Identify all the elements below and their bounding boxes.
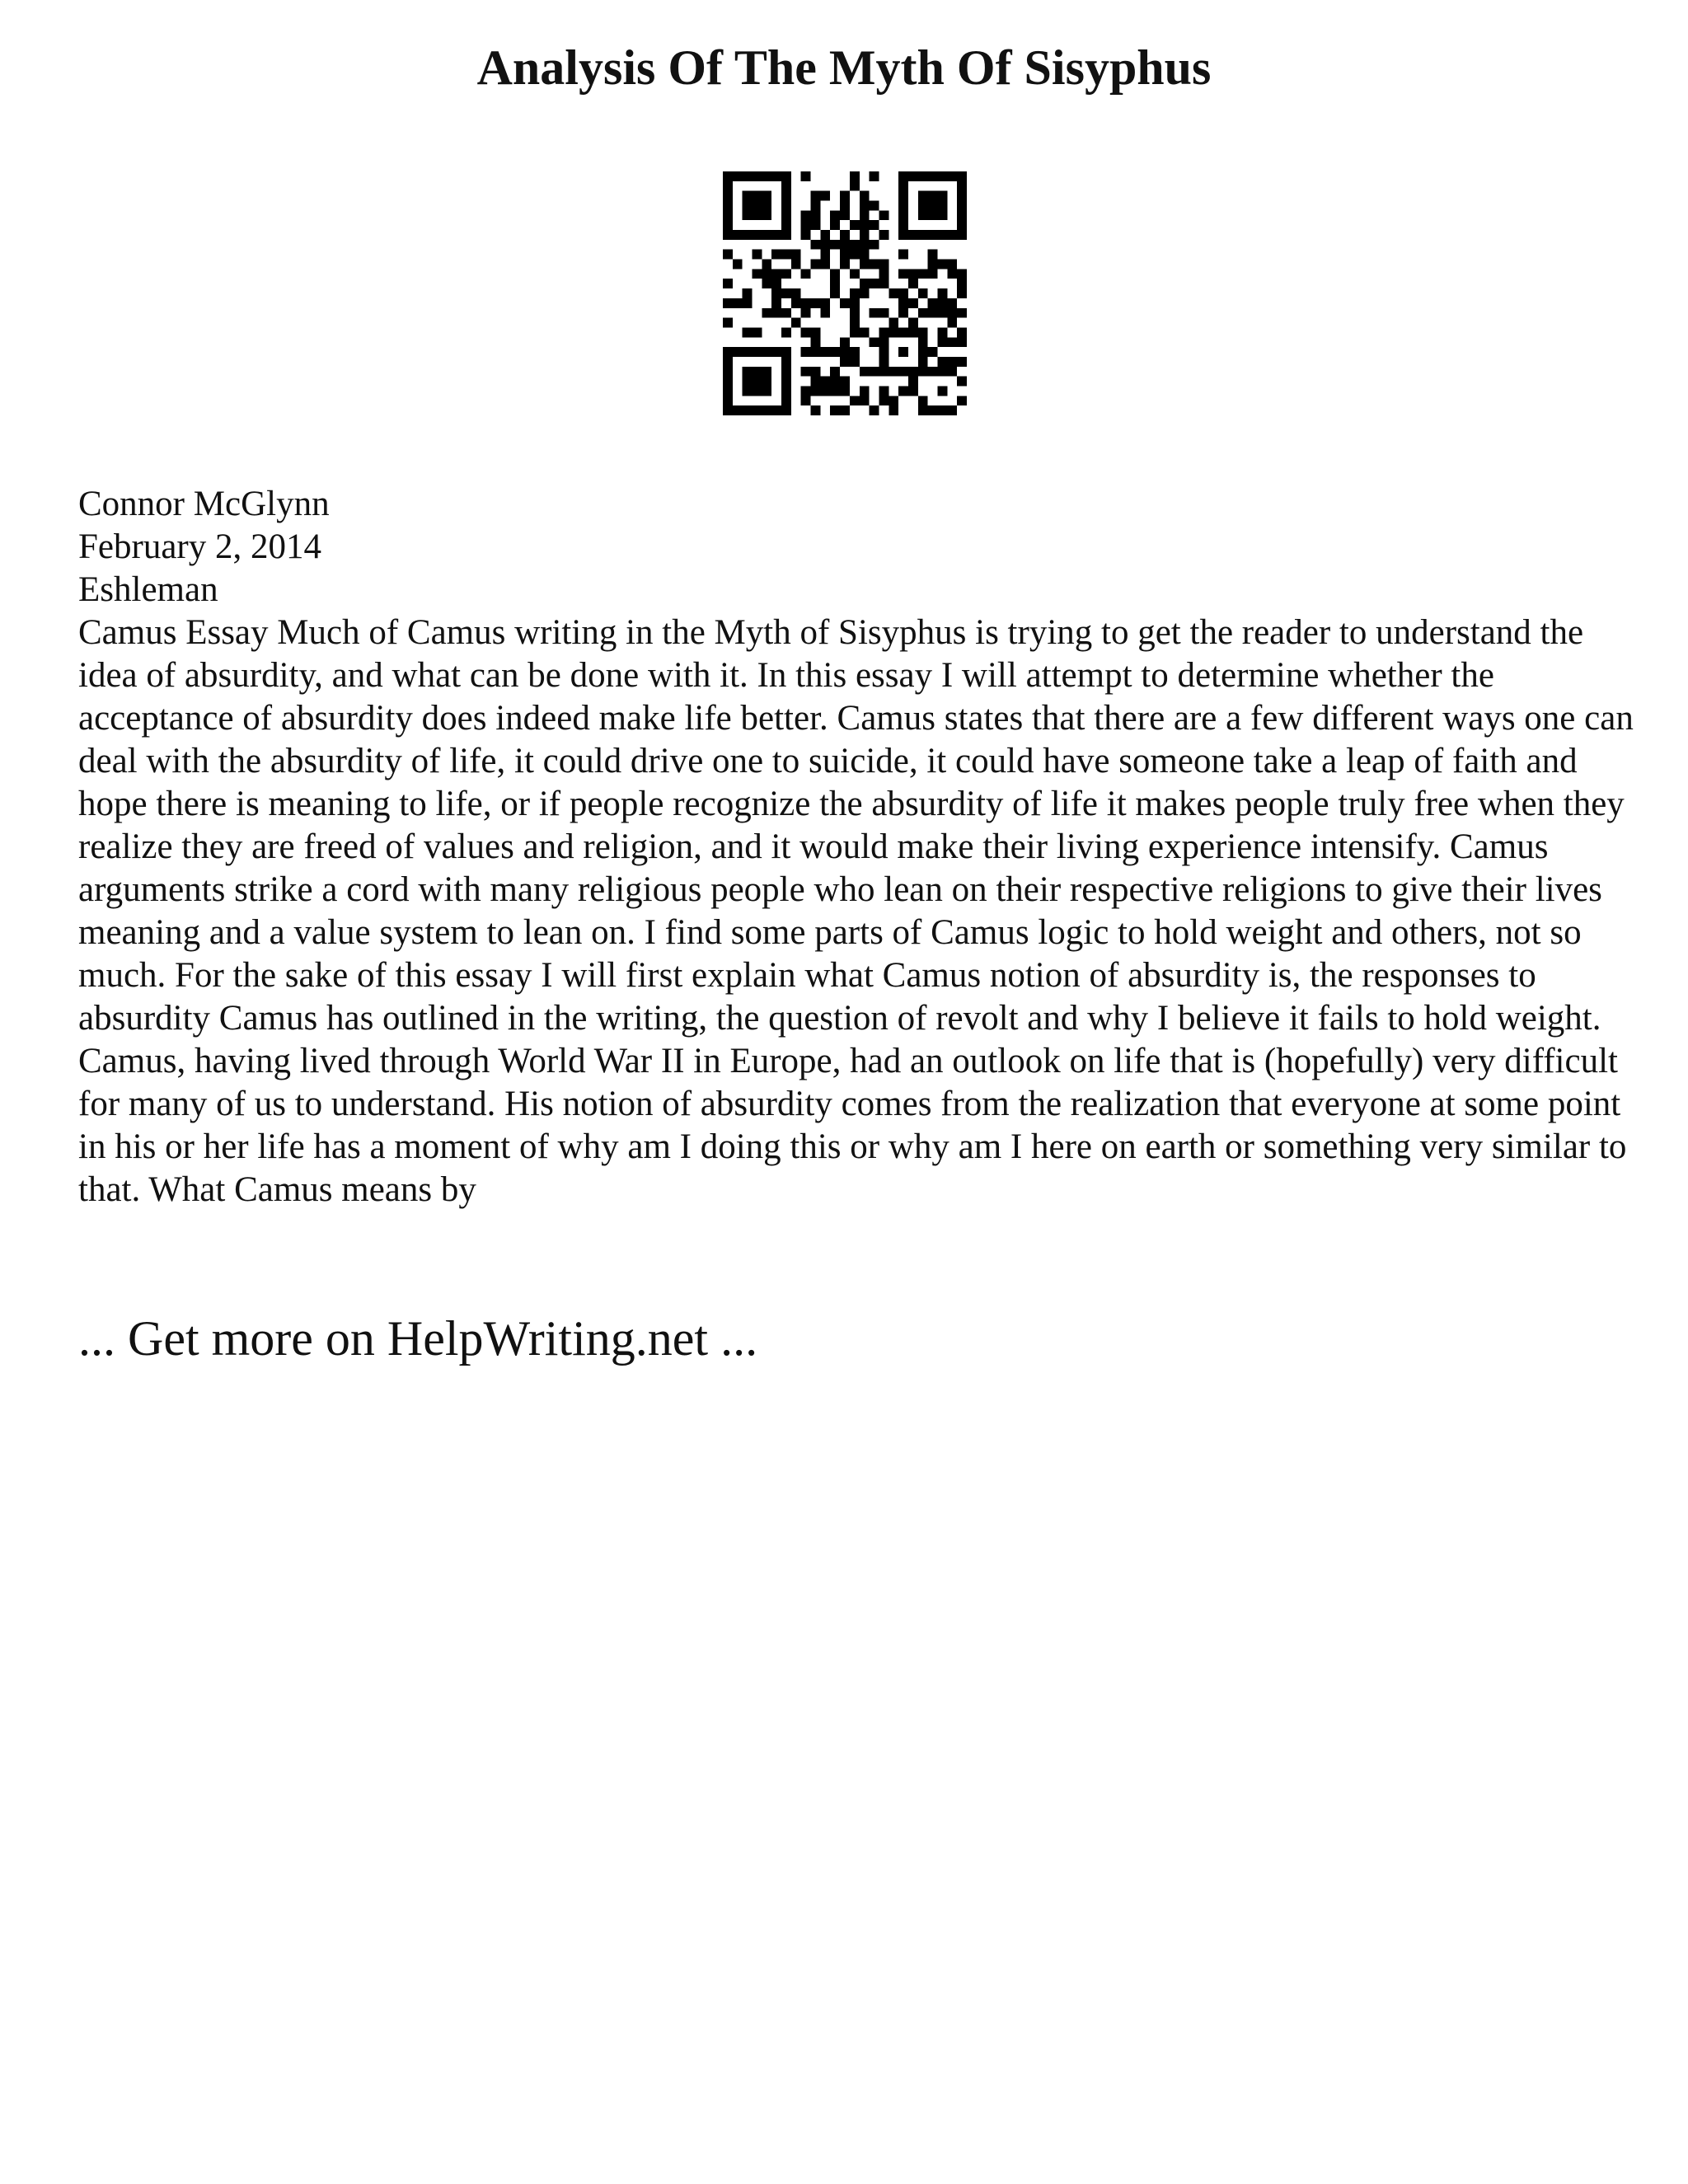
get-more-link[interactable]: ... Get more on HelpWriting.net ...	[78, 1311, 758, 1366]
instructor-name: Eshleman	[78, 570, 218, 609]
document-meta	[78, 483, 1628, 612]
document-date: February 2, 2014	[78, 527, 321, 566]
author-name: Connor McGlynn	[78, 485, 330, 523]
qr-code-icon	[723, 171, 967, 415]
document-title: Analysis Of The Myth Of Sisyphus	[476, 40, 1212, 95]
essay-body: Camus Essay Much of Camus writing in the Myth of Sisyphus is trying to get the reader to understand the idea of absurdity, and what can be done with it. In this essay I will attempt to determine whether the acceptance of absurdity does indeed make life better. Camus states that there are a few different ways one can deal with the absurdity of life, it could drive one to suicide, it could have someone take a leap of faith and hope there is meaning to life, or if people recognize the absurdity of life it makes people truly free when they realize they are freed of values and religion, and it would make their living experience intensify. Camus arguments strike a cord with many religious people who lean on their respective religions to give their lives meaning and a value system to lean on. I find some parts of Camus logic to hold weight and others, not so much. For the sake of this essay I will first explain what Camus notion of absurdity is, the responses to absurdity Camus has outlined in the writing, the question of revolt and why I believe it fails to hold weight. Camus, having lived through World War II in Europe, had an outlook on life that is (hopefully) very difficult for many of us to understand. His notion of absurdity comes from the realization that everyone at some point in his or her life has a moment of why am I doing this or why am I here on earth or something very similar to that. What Camus means by	[78, 613, 1634, 1209]
